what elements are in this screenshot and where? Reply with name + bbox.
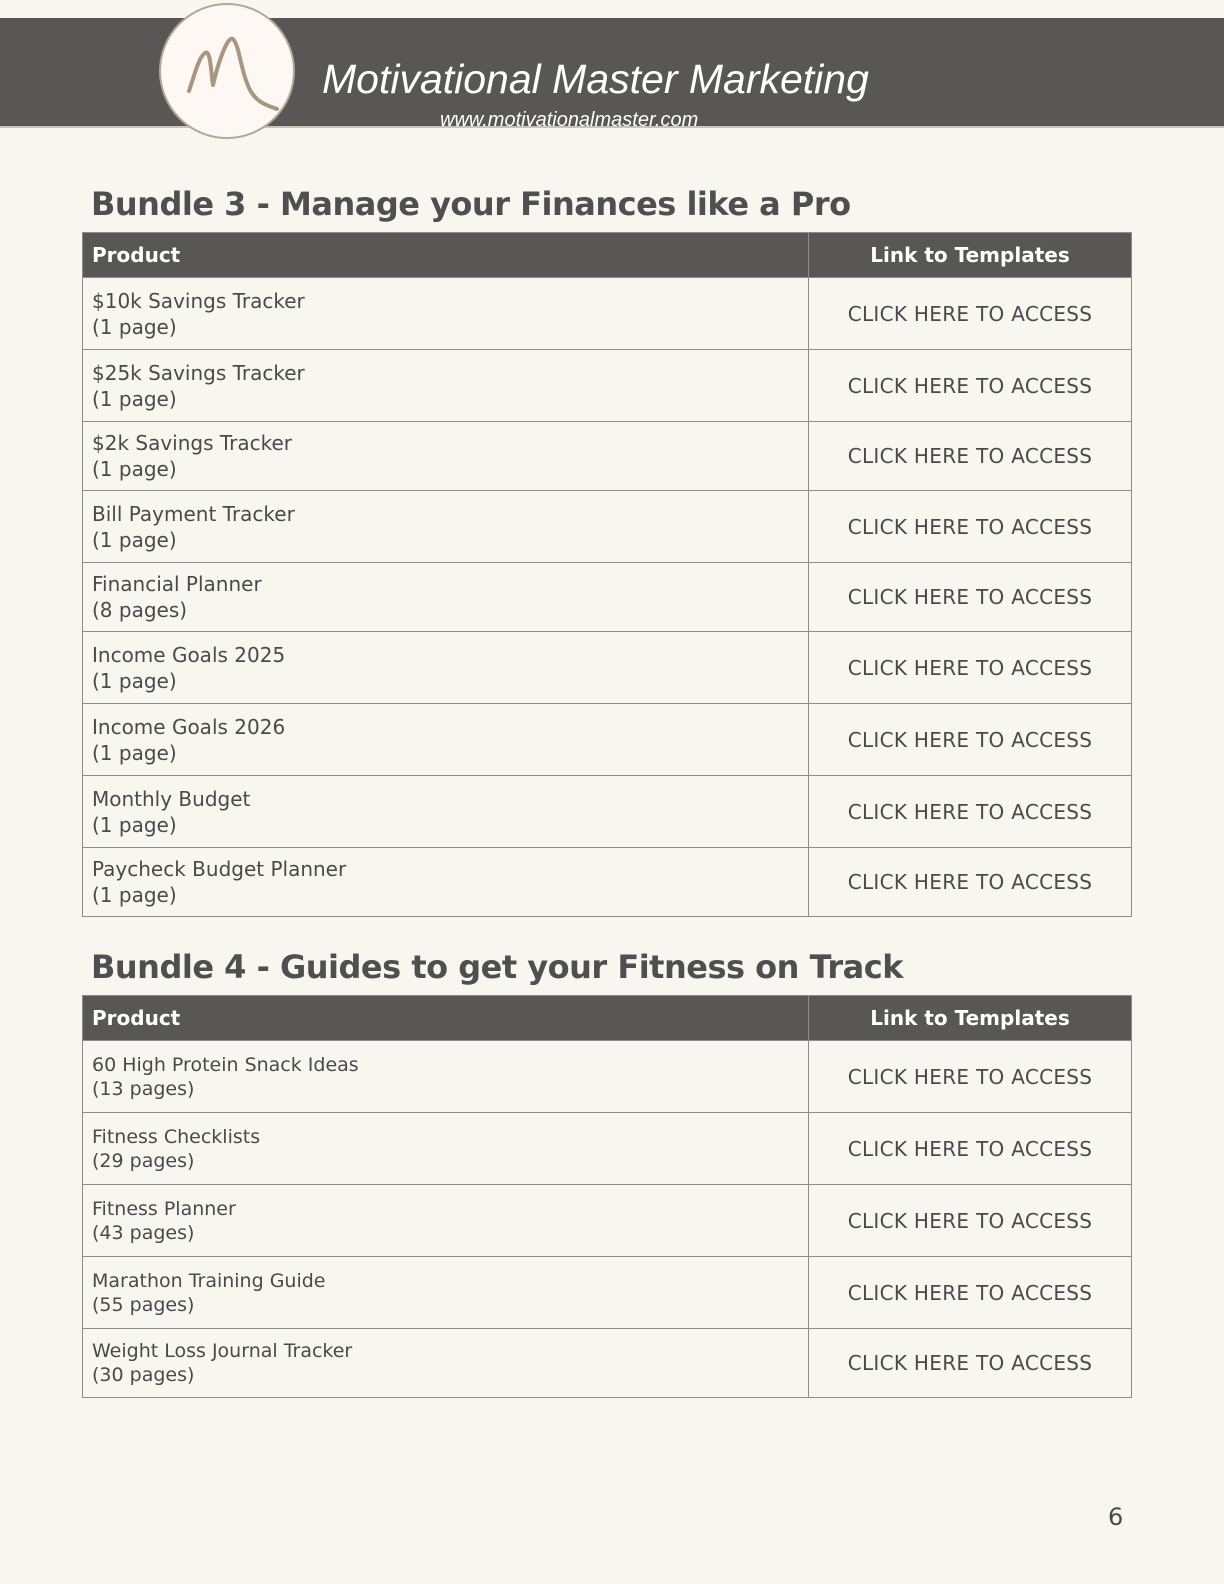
product-cell <box>83 1257 809 1329</box>
product-page-count: (1 page) <box>92 457 177 481</box>
table-row <box>83 422 1132 491</box>
product-page-count: (1 page) <box>92 386 177 411</box>
product-page-count: (1 page) <box>92 740 177 765</box>
product-page-count: (30 pages) <box>92 1364 195 1386</box>
product-name: Bill Payment Tracker <box>92 501 295 526</box>
brand-url[interactable]: www.motivationalmaster.com <box>440 109 699 131</box>
access-link[interactable]: CLICK HERE TO ACCESS <box>809 1257 1132 1329</box>
product-page-count: (1 page) <box>92 668 177 693</box>
product-cell <box>83 491 809 563</box>
column-header-link: Link to Templates <box>809 996 1132 1041</box>
page-number: 6 <box>1108 1503 1124 1531</box>
table-row <box>83 848 1132 917</box>
product-name: Monthly Budget <box>92 786 251 811</box>
product-page-count: (55 pages) <box>92 1293 195 1316</box>
product-cell <box>83 1185 809 1257</box>
access-link[interactable]: CLICK HERE TO ACCESS <box>809 350 1132 422</box>
product-name: $2k Savings Tracker <box>92 431 293 455</box>
product-page-count: (43 pages) <box>92 1221 195 1244</box>
access-link[interactable]: CLICK HERE TO ACCESS <box>809 1329 1132 1398</box>
product-name: Income Goals 2026 <box>92 714 286 739</box>
product-name: Financial Planner <box>92 572 262 596</box>
access-link[interactable]: CLICK HERE TO ACCESS <box>809 704 1132 776</box>
table-row <box>83 491 1132 563</box>
table-row <box>83 1113 1132 1185</box>
access-link[interactable]: CLICK HERE TO ACCESS <box>809 1113 1132 1185</box>
column-header-product: Product <box>83 233 809 278</box>
product-cell <box>83 278 809 350</box>
table-header-row <box>83 996 1132 1041</box>
product-name: $25k Savings Tracker <box>92 360 305 385</box>
product-name: Income Goals 2025 <box>92 642 286 667</box>
table-row <box>83 632 1132 704</box>
access-link[interactable]: CLICK HERE TO ACCESS <box>809 776 1132 848</box>
access-link[interactable]: CLICK HERE TO ACCESS <box>809 491 1132 563</box>
product-name: 60 High Protein Snack Ideas <box>92 1053 359 1076</box>
product-page-count: (1 page) <box>92 883 177 907</box>
product-page-count: (1 page) <box>92 527 177 552</box>
table-header-row <box>83 233 1132 278</box>
product-cell <box>83 632 809 704</box>
table-row <box>83 563 1132 632</box>
table-row <box>83 1257 1132 1329</box>
bundle3-table <box>82 232 1132 917</box>
access-link[interactable]: CLICK HERE TO ACCESS <box>809 422 1132 491</box>
brand-title: Motivational Master Marketing <box>322 56 869 102</box>
access-link[interactable]: CLICK HERE TO ACCESS <box>809 1185 1132 1257</box>
bundle4-table <box>82 995 1132 1398</box>
bundle4-title: Bundle 4 - Guides to get your Fitness on Track <box>91 948 904 986</box>
access-link[interactable]: CLICK HERE TO ACCESS <box>809 1041 1132 1113</box>
product-page-count: (8 pages) <box>92 598 188 622</box>
logo-icon <box>159 3 295 139</box>
product-cell <box>83 848 809 917</box>
product-name: Fitness Planner <box>92 1197 236 1220</box>
product-page-count: (1 page) <box>92 812 177 837</box>
product-cell <box>83 350 809 422</box>
access-link[interactable]: CLICK HERE TO ACCESS <box>809 278 1132 350</box>
table-row <box>83 776 1132 848</box>
bundle3-title: Bundle 3 - Manage your Finances like a Pro <box>91 185 851 223</box>
product-cell <box>83 1113 809 1185</box>
product-cell <box>83 776 809 848</box>
table-row <box>83 1329 1132 1398</box>
product-name: Paycheck Budget Planner <box>92 857 347 881</box>
product-name: Fitness Checklists <box>92 1125 261 1148</box>
product-cell <box>83 563 809 632</box>
access-link[interactable]: CLICK HERE TO ACCESS <box>809 848 1132 917</box>
table-row <box>83 704 1132 776</box>
product-page-count: (13 pages) <box>92 1077 195 1100</box>
table-row <box>83 350 1132 422</box>
product-cell <box>83 422 809 491</box>
product-cell <box>83 1329 809 1398</box>
table-row <box>83 1041 1132 1113</box>
column-header-link: Link to Templates <box>809 233 1132 278</box>
access-link[interactable]: CLICK HERE TO ACCESS <box>809 563 1132 632</box>
product-page-count: (29 pages) <box>92 1149 195 1172</box>
table-row <box>83 278 1132 350</box>
product-name: Marathon Training Guide <box>92 1269 326 1292</box>
product-cell <box>83 704 809 776</box>
product-cell <box>83 1041 809 1113</box>
column-header-product: Product <box>83 996 809 1041</box>
product-name: $10k Savings Tracker <box>92 288 305 313</box>
product-page-count: (1 page) <box>92 314 177 339</box>
access-link[interactable]: CLICK HERE TO ACCESS <box>809 632 1132 704</box>
table-row <box>83 1185 1132 1257</box>
product-name: Weight Loss Journal Tracker <box>92 1340 353 1362</box>
